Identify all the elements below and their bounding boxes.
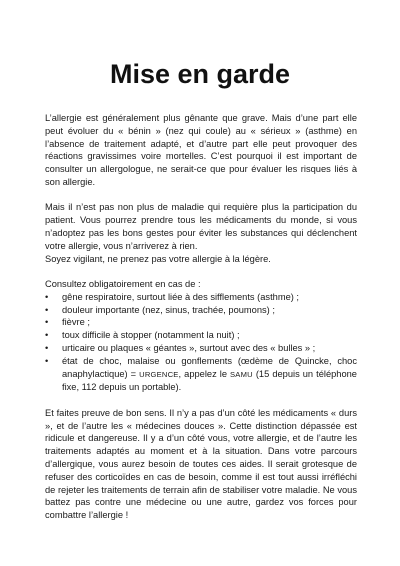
page-title: Mise en garde — [109, 59, 291, 89]
list-item: • gêne respiratoire, surtout liée à des sifflements (asthme) ; — [45, 291, 357, 304]
emergency-text-middle: , appelez le — [178, 368, 231, 379]
paragraph-participation: Mais il n’est pas non plus de maladie qui requière plus la participation du patient. Vous pourrez prendre tous les médicaments du monde, si vous n’adoptez pas les bons gestes pour éviter les substances qui déclenchent votre allergie, vous n’arriverez à rien. — [45, 202, 357, 251]
symptom-list — [45, 291, 357, 394]
list-intro: Consultez obligatoirement en cas de : — [45, 278, 201, 289]
document-body — [45, 112, 357, 534]
list-item: • toux difficile à stopper (notamment la nuit) ; — [45, 329, 357, 342]
emergency-text-start: état de choc, malaise ou gonflements (œdème de Quincke, choc anaphylactique) = — [62, 355, 357, 379]
list-item: • douleur importante (nez, sinus, trachée, poumons) ; — [45, 304, 357, 317]
paragraph-intro: L’allergie est généralement plus gênante que grave. Mais d’une part elle peut évoluer du « bénin » (nez qui coule) au « sérieux » (asthme) en l’absence de traitement adapté, et d’autre part elle peut provoquer des réactions gravissimes voire mortelles. C’est pourquoi il est important de consulter un allergologue, ne serait-ce que pour évaluer les risques liés à son allergie. — [45, 113, 357, 187]
emergency-text-end: (15 depuis un téléphone fixe, 112 depuis un portable). — [62, 368, 357, 393]
paragraph-vigilance: Soyez vigilant, ne prenez pas votre allergie à la légère. — [45, 253, 271, 264]
list-item-emergency — [45, 355, 357, 394]
urgence-label: URGENCE — [139, 369, 179, 379]
samu-label: SAMU — [230, 369, 253, 379]
list-item: • fièvre ; — [45, 316, 357, 329]
list-item: • urticaire ou plaques « géantes », surtout avec des « bulles » ; — [45, 342, 357, 355]
paragraph-common-sense: Et faites preuve de bon sens. Il n’y a pas d’un côté les médicaments « durs », et de l’autre les « médecines douces ». Cette distinction dépassée est ridicule et dangereuse. Il y a d’un côté vous, votre allergie, et de l’autre les traitements adaptés au moment et à la situation. Dans votre parcours d’allergique, vous aurez besoin de toutes ces aides. Il serait grotesque de refuser des corticoïdes en cas de besoin, comme il est tout aussi irréfléchi de rejeter les traitements de terrain afin de stabiliser votre maladie. Ne vous battez pas contre une médecine ou une autre, gardez vos forces pour combattre l’allergie ! — [45, 407, 357, 521]
